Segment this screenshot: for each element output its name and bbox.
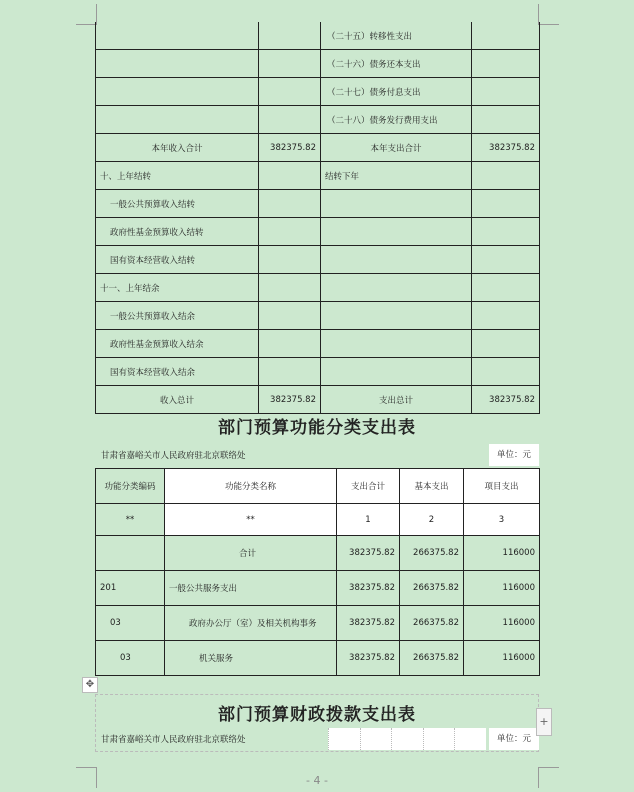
table-move-handle-icon[interactable]: ✥: [82, 677, 98, 693]
table-row: [96, 78, 540, 106]
cell-a: 一般公共预算收入结转: [96, 190, 259, 218]
table-row: [96, 571, 540, 606]
table-row: [96, 358, 540, 386]
cell-a: 政府性基金预算收入结余: [96, 330, 259, 358]
unit-label-2: 单位：元: [489, 728, 539, 750]
cell-c: [321, 246, 472, 274]
cell-c: [321, 358, 472, 386]
org-name: 甘肃省嘉峪关市人民政府驻北京联络处: [101, 451, 246, 461]
table-row: [96, 162, 540, 190]
cell-d: [472, 302, 540, 330]
code-cell: 03: [96, 606, 165, 641]
table-row: [96, 386, 540, 414]
cell-c: （二十八）债务发行费用支出: [321, 106, 472, 134]
project-cell: 116000: [464, 571, 540, 606]
table-row: [96, 50, 540, 78]
cell-a: 十、上年结转: [96, 162, 259, 190]
cell-a: [96, 50, 259, 78]
table-row: [96, 302, 540, 330]
name-cell: 一般公共服务支出: [165, 571, 337, 606]
cell-a: [96, 106, 259, 134]
cell-b: [259, 330, 321, 358]
index-cell: 1: [337, 504, 400, 536]
total-cell: 382375.82: [337, 536, 400, 571]
cell-d: [472, 22, 540, 50]
total-cell: 382375.82: [337, 571, 400, 606]
name-cell: 合计: [165, 536, 337, 571]
cell-b: [259, 106, 321, 134]
cell-d: [472, 218, 540, 246]
code-cell: 03: [96, 641, 165, 676]
cell-a: 十一、上年结余: [96, 274, 259, 302]
cell-b: [259, 218, 321, 246]
cell-b: [259, 190, 321, 218]
code-cell: 201: [96, 571, 165, 606]
name-cell: 政府办公厅（室）及相关机构事务: [165, 606, 337, 641]
cell-c: [321, 302, 472, 330]
cell-c: （二十六）债务还本支出: [321, 50, 472, 78]
header-row: [96, 469, 540, 504]
header-cell: 项目支出: [464, 469, 540, 504]
basic-cell: 266375.82: [400, 641, 464, 676]
project-cell: 116000: [464, 536, 540, 571]
cell-d: 382375.82: [472, 386, 540, 414]
table-row: [96, 330, 540, 358]
cell-d: [472, 162, 540, 190]
table-row: [96, 641, 540, 676]
cell-c: （二十五）转移性支出: [321, 22, 472, 50]
cell-a: 一般公共预算收入结余: [96, 302, 259, 330]
header-cell: 支出合计: [337, 469, 400, 504]
cell-c: [321, 218, 472, 246]
index-cell: **: [96, 504, 165, 536]
cell-d: [472, 106, 540, 134]
project-cell: 116000: [464, 641, 540, 676]
name-cell: 机关服务: [165, 641, 337, 676]
cell-d: [472, 246, 540, 274]
table-row: [96, 190, 540, 218]
cell-d: [472, 50, 540, 78]
cell-b: 382375.82: [259, 386, 321, 414]
cell-b: [259, 162, 321, 190]
cell-b: [259, 50, 321, 78]
cell-c: [321, 274, 472, 302]
basic-cell: 266375.82: [400, 571, 464, 606]
cell-b: 382375.82: [259, 134, 321, 162]
index-cell: **: [165, 504, 337, 536]
cell-b: [259, 302, 321, 330]
page-number: - 4 -: [306, 774, 328, 787]
table-row: [96, 274, 540, 302]
section-title-functional: 部门预算功能分类支出表: [218, 418, 416, 438]
cell-a: 国有资本经营收入结转: [96, 246, 259, 274]
cell-c: [321, 190, 472, 218]
cell-a: [96, 78, 259, 106]
cell-c: 结转下年: [321, 162, 472, 190]
cell-c: 支出总计: [321, 386, 472, 414]
cell-d: [472, 330, 540, 358]
project-cell: 116000: [464, 606, 540, 641]
cell-d: 382375.82: [472, 134, 540, 162]
cell-b: [259, 358, 321, 386]
table-row: [96, 218, 540, 246]
header-cell: 基本支出: [400, 469, 464, 504]
cell-a: [96, 22, 259, 50]
cell-d: [472, 358, 540, 386]
cell-b: [259, 274, 321, 302]
cell-c: [321, 330, 472, 358]
basic-cell: 266375.82: [400, 536, 464, 571]
income-expense-table: [95, 22, 540, 414]
table-row: [96, 536, 540, 571]
table-row: [96, 246, 540, 274]
org-name-2: 甘肃省嘉峪关市人民政府驻北京联络处: [101, 735, 246, 745]
cell-b: [259, 78, 321, 106]
cell-a: 本年收入合计: [96, 134, 259, 162]
cell-c: 本年支出合计: [321, 134, 472, 162]
add-column-plus-icon[interactable]: +: [536, 708, 552, 736]
code-cell: [96, 536, 165, 571]
cell-b: [259, 246, 321, 274]
table-row: [96, 134, 540, 162]
index-cell: 2: [400, 504, 464, 536]
cell-a: 政府性基金预算收入结转: [96, 218, 259, 246]
section-title-fiscal: 部门预算财政拨款支出表: [218, 705, 416, 725]
total-cell: 382375.82: [337, 641, 400, 676]
basic-cell: 266375.82: [400, 606, 464, 641]
table-row: [96, 22, 540, 50]
cell-d: [472, 78, 540, 106]
table-row: [96, 606, 540, 641]
cell-c: （二十七）债务付息支出: [321, 78, 472, 106]
table-row: [96, 106, 540, 134]
total-cell: 382375.82: [337, 606, 400, 641]
cell-d: [472, 274, 540, 302]
unit-label: 单位：元: [489, 444, 539, 466]
index-row: [96, 504, 540, 536]
cell-d: [472, 190, 540, 218]
cell-b: [259, 22, 321, 50]
org-row-2: [95, 728, 539, 750]
header-cell: 功能分类编码: [96, 469, 165, 504]
functional-expense-table: [95, 468, 540, 676]
cell-a: 国有资本经营收入结余: [96, 358, 259, 386]
index-cell: 3: [464, 504, 540, 536]
header-cell: 功能分类名称: [165, 469, 337, 504]
org-row: [95, 444, 539, 466]
cell-a: 收入总计: [96, 386, 259, 414]
crop-mark-top-right: [538, 4, 559, 25]
crop-mark-top-left: [76, 4, 97, 25]
